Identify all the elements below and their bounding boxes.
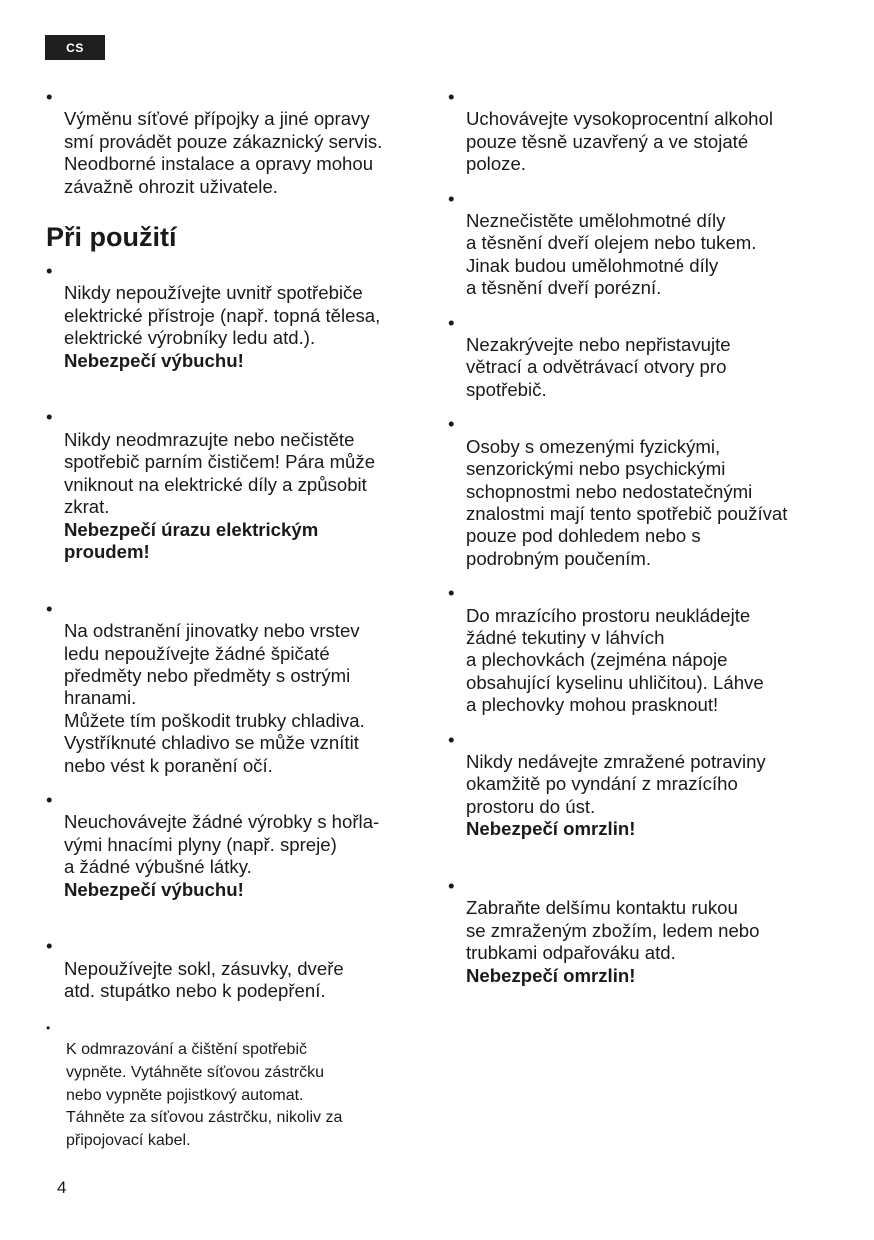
item-text: Zabraňte delšímu kontaktu rukou se zmraženým zbožím, ledem nebo trubkami odpařováku atd. [466, 897, 760, 964]
list-item [448, 312, 838, 402]
item-text: Nikdy nepoužívejte uvnitř spotřebiče elektrické přístroje (např. topná tělesa, elektrické výrobníky ledu atd.). [64, 282, 381, 349]
bullet-icon: • [448, 311, 455, 333]
list-item [46, 598, 426, 777]
left-column [46, 86, 426, 1153]
bullet-icon: • [448, 728, 455, 750]
page-number: 4 [57, 1178, 67, 1197]
bullet-icon: • [46, 935, 53, 957]
list-item [448, 582, 838, 716]
list-item [448, 729, 838, 863]
list-item [448, 188, 838, 300]
list-item [448, 86, 838, 176]
section-title: Při použití [46, 222, 177, 253]
bullet-icon: • [448, 187, 455, 209]
list-item [46, 789, 426, 923]
warning-text: Nebezpečí úrazu elektrickým proudem! [64, 518, 319, 562]
bullet-icon: • [448, 413, 455, 435]
note [46, 1017, 426, 1153]
warning-text: Nebezpečí omrzlin! [466, 818, 636, 840]
warning-text: Nebezpečí výbuchu! [64, 349, 244, 371]
bullet-icon: • [46, 1020, 51, 1035]
warning-text: Nebezpečí výbuchu! [64, 878, 244, 900]
bullet-icon: • [46, 406, 53, 428]
bullet-icon: • [46, 788, 53, 810]
bullet-icon: • [46, 86, 53, 107]
item-text: Výměnu síťové přípojky a jiné opravy smí provádět pouze zákaznický servis. Neodborné instalace a opravy mohou závažně ohrozit uživatele. [64, 108, 383, 197]
list-item [46, 406, 426, 585]
warning-text: Nebezpečí omrzlin! [466, 964, 636, 986]
item-text: Nikdy nedávejte zmražené potraviny okamžitě po vyndání z mrazícího prostoru do úst. [466, 750, 766, 817]
item-text: Neznečistěte umělohmotné díly a těsnění dveří olejem nebo tukem. Jinak budou umělohmotné díly a těsnění dveří porézní. [466, 210, 757, 299]
item-text: Osoby s omezenými fyzickými, senzorickými nebo psychickými schopnostmi nebo nedostatečnými znalostmi mají tento spotřebič používat pouze pod dohledem nebo s podrobným poučením. [466, 435, 788, 569]
bullet-icon: • [46, 597, 53, 619]
list-item [46, 86, 426, 198]
bullet-icon: • [46, 260, 53, 282]
item-text: Nezakrývejte nebo nepřistavujte větrací a odvětrávací otvory pro spotřebič. [466, 334, 731, 400]
bullet-icon: • [448, 582, 455, 604]
item-text: Uchovávejte vysokoprocentní alkohol pouze těsně uzavřený a ve stojaté poloze. [466, 108, 773, 175]
language-badge: CS [45, 35, 105, 60]
list-item [448, 875, 838, 1009]
list-item [46, 260, 426, 394]
item-text: Na odstranění jinovatky nebo vrstev ledu nepoužívejte žádné špičaté předměty nebo předměty s ostrými hranami. Můžete tím poškodit trubky chladiva. Vystříknuté chladivo se může vznítit nebo vést k poranění očí. [64, 620, 365, 776]
item-text: Nikdy neodmrazujte nebo nečistěte spotřebič parním čističem! Pára může vniknout na elektrické díly a způsobit zkrat. [64, 428, 376, 518]
list-item [448, 413, 838, 570]
item-text: Do mrazícího prostoru neukládejte žádné tekutiny v láhvích a plechovkách (zejména nápoje obsahující kyselinu uhličitou). Láhve a plechovky mohou prasknout! [466, 604, 764, 716]
right-column [448, 86, 838, 1021]
item-text: Neuchovávejte žádné výrobky s hořla- vými hnacími plyny (např. spreje) a žádné výbušné látky. [64, 811, 380, 878]
list-item [46, 935, 426, 1002]
bullet-icon: • [448, 875, 455, 896]
item-text: Nepoužívejte sokl, zásuvky, dveře atd. stupátko nebo k podepření. [64, 957, 344, 1002]
note-text: K odmrazování a čištění spotřebič vypněte. Vytáhněte síťovou zástrčku nebo vypněte pojistkový automat. Táhněte za síťovou zástrčku, nikoliv za připojovací kabel. [66, 1041, 343, 1150]
bullet-icon: • [448, 86, 455, 107]
